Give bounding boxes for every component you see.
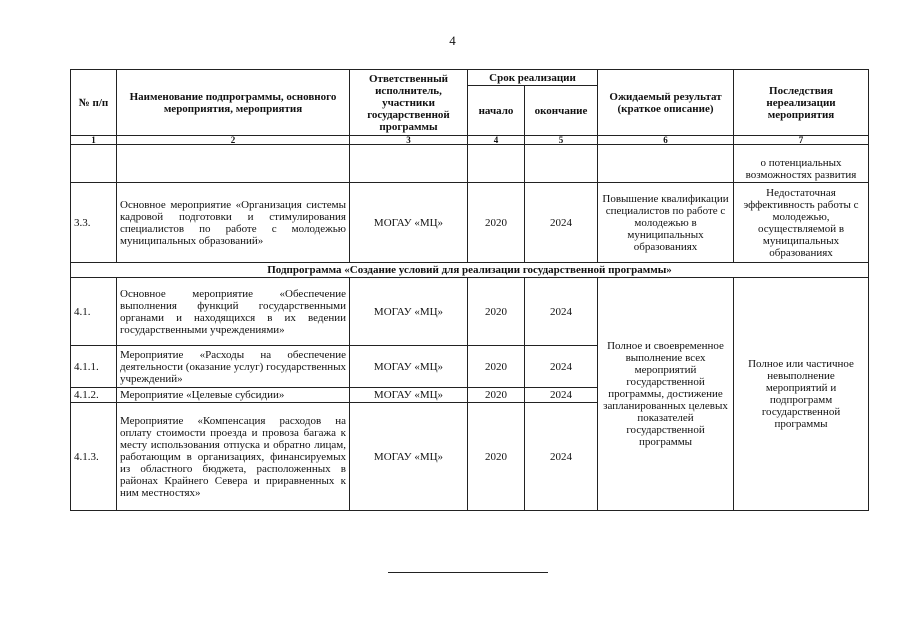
table-row: [71, 278, 869, 346]
row-responsible: МОГАУ «МЦ»: [350, 278, 468, 346]
row-number: 4.1.1.: [71, 346, 117, 388]
row-responsible: МОГАУ «МЦ»: [350, 346, 468, 388]
col-number-2: 2: [117, 136, 350, 145]
col-number-6: 6: [598, 136, 734, 145]
row-start: 2020: [468, 403, 525, 511]
col-number-4: 4: [468, 136, 525, 145]
group-consequences: Полное или частичное невыполнение мероприятий и подпрограмм государственной программы: [734, 278, 869, 511]
row-number: 4.1.2.: [71, 388, 117, 403]
row-end: 2024: [525, 183, 598, 263]
row-start: 2020: [468, 183, 525, 263]
header-num: № п/п: [71, 70, 117, 136]
row-start: 2020: [468, 346, 525, 388]
row-end: 2024: [525, 278, 598, 346]
row-name: Основное мероприятие «Обеспечение выполнения функций государственными органами и находящихся в их ведении государственными учреждениями»: [117, 278, 350, 346]
row-number: 3.3.: [71, 183, 117, 263]
col-number-3: 3: [350, 136, 468, 145]
row-end: 2024: [525, 388, 598, 403]
header-period: Срок реализации: [468, 70, 598, 86]
table-row: [71, 145, 869, 183]
row-result: Повышение квалификации специалистов по работе с молодежью в муниципальных образованиях: [598, 183, 734, 263]
page-number: 4: [449, 33, 456, 48]
subprogram-title: Подпрограмма «Создание условий для реализации государственной программы»: [71, 263, 869, 278]
table-row: [71, 183, 869, 263]
row-name: Мероприятие «Расходы на обеспечение деятельности (оказание услуг) государственных учреждений»: [117, 346, 350, 388]
col-number-1: 1: [71, 136, 117, 145]
header-start: начало: [468, 86, 525, 136]
program-table: [70, 69, 869, 511]
row-start: 2020: [468, 278, 525, 346]
row-name: Мероприятие «Целевые субсидии»: [117, 388, 350, 403]
header-end: окончание: [525, 86, 598, 136]
footer-rule: [388, 572, 548, 573]
row-consequences: Недостаточная эффективность работы с молодежью, осуществляемой в муниципальных образованиях: [734, 183, 869, 263]
header-result: Ожидаемый результат (краткое описание): [598, 70, 734, 136]
row-start: 2020: [468, 388, 525, 403]
header-consequences: Последствия нереализации мероприятия: [734, 70, 869, 136]
row-responsible: МОГАУ «МЦ»: [350, 403, 468, 511]
col-number-7: 7: [734, 136, 869, 145]
subprogram-row: [71, 263, 869, 278]
row-responsible: МОГАУ «МЦ»: [350, 183, 468, 263]
continuation-consequences: о потенциальных возможностях развития: [734, 145, 869, 183]
header-responsible: Ответственный исполнитель, участники государственной программы: [350, 70, 468, 136]
row-number: 4.1.3.: [71, 403, 117, 511]
row-end: 2024: [525, 403, 598, 511]
row-responsible: МОГАУ «МЦ»: [350, 388, 468, 403]
col-number-5: 5: [525, 136, 598, 145]
header-name: Наименование подпрограммы, основного мероприятия, мероприятия: [117, 70, 350, 136]
group-result: Полное и своевременное выполнение всех мероприятий государственной программы, достижение запланированных целевых показателей государственной программы: [598, 278, 734, 511]
row-name: Основное мероприятие «Организация системы кадровой подготовки и стимулирования специалистов по работе с молодежью муниципальных образований»: [117, 183, 350, 263]
row-end: 2024: [525, 346, 598, 388]
row-name: Мероприятие «Компенсация расходов на оплату стоимости проезда и провоза багажа к месту использования отпуска и обратно лицам, работающим в организациях, финансируемых из областного бюджета, расположенных в районах Крайнего Севера и приравненных к ним местностях»: [117, 403, 350, 511]
row-number: 4.1.: [71, 278, 117, 346]
